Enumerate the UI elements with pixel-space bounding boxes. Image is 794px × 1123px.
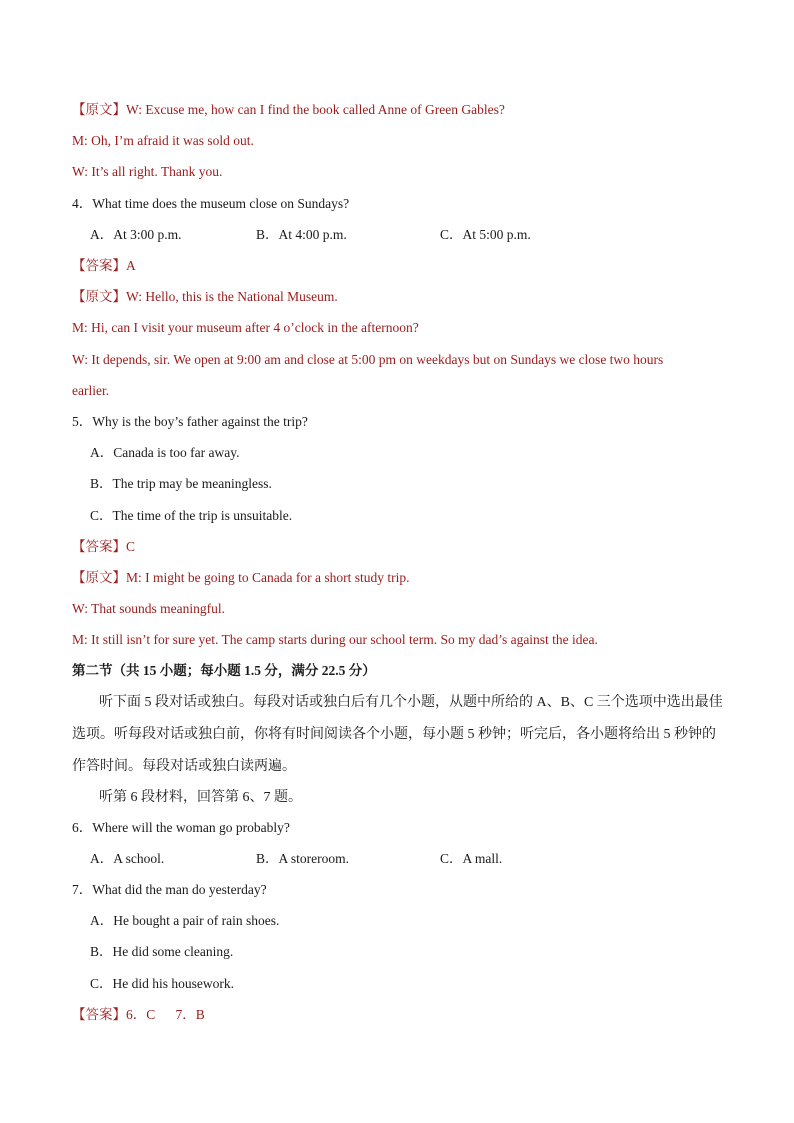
q5-answer-line (72, 538, 135, 556)
q4-transcript-line-3-cont: earlier. (72, 383, 110, 398)
q4-transcript-text-1: W: Hello, this is the National Museum. (126, 289, 338, 304)
material-6-instruction: 听第 6 段材料，回答第 6、7 题。 (99, 790, 302, 805)
yuanwen-tag: 【原文】 (72, 102, 126, 117)
q6-option-b: B．A storeroom. (256, 851, 349, 866)
yuanwen-tag: 【原文】 (72, 570, 126, 585)
section2-instructions-1: 听下面 5 段对话或独白。每段对话或独白后有几个小题，从题中所给的 A、B、C 三个选项中选出最佳 (99, 695, 723, 710)
section2-instructions-2: 选项。听每段对话或独白前，你将有时间阅读各个小题，每小题 5 秒钟；听完后，各小题将给出 5 秒钟的 (72, 727, 716, 742)
answers-6-7-line (72, 1006, 205, 1024)
q3-transcript-text-1: W: Excuse me, how can I find the book called Anne of Green Gables? (126, 102, 505, 117)
q4-transcript-line-2: M: Hi, can I visit your museum after 4 o’clock in the afternoon? (72, 320, 419, 335)
q4-question: 4．What time does the museum close on Sundays? (72, 196, 350, 211)
answers-6-7: 6．C 7．B (126, 1007, 205, 1022)
q5-option-c: C．The time of the trip is unsuitable. (90, 508, 293, 523)
q3-transcript-line-2: M: Oh, I’m afraid it was sold out. (72, 133, 254, 148)
q5-question: 5．Why is the boy’s father against the trip? (72, 414, 308, 429)
q7-option-b: B．He did some cleaning. (90, 944, 234, 959)
section2-heading: 第二节（共 15 小题；每小题 1.5 分，满分 22.5 分） (72, 663, 376, 678)
q4-option-a: A．At 3:00 p.m. (90, 227, 182, 242)
q7-question: 7．What did the man do yesterday? (72, 882, 267, 897)
q4-transcript-line-3: W: It depends, sir. We open at 9:00 am and close at 5:00 pm on weekdays but on Sundays we close two hours (72, 352, 664, 367)
q5-transcript-text-1: M: I might be going to Canada for a short study trip. (126, 570, 410, 585)
q6-option-c: C．A mall. (440, 851, 503, 866)
q4-transcript-line-1 (72, 288, 338, 306)
q3-transcript-line-1 (72, 101, 505, 119)
q6-option-a: A．A school. (90, 851, 165, 866)
yuanwen-tag: 【原文】 (72, 289, 126, 304)
daan-tag: 【答案】 (72, 258, 126, 273)
q5-answer: C (126, 539, 136, 554)
daan-tag: 【答案】 (72, 1007, 126, 1022)
section2-instructions-3: 作答时间。每段对话或独白读两遍。 (72, 759, 296, 774)
q3-transcript-line-3: W: It’s all right. Thank you. (72, 164, 223, 179)
q7-option-c: C．He did his housework. (90, 976, 234, 991)
q5-option-b: B．The trip may be meaningless. (90, 476, 272, 491)
q4-option-b: B．At 4:00 p.m. (256, 227, 347, 242)
q4-answer-line (72, 257, 136, 275)
q4-option-c: C．At 5:00 p.m. (440, 227, 531, 242)
q5-transcript-line-3: M: It still isn’t for sure yet. The camp starts during our school term. So my dad’s against the idea. (72, 632, 598, 647)
q5-option-a: A．Canada is too far away. (90, 445, 240, 460)
q6-question: 6．Where will the woman go probably? (72, 820, 290, 835)
q7-option-a: A．He bought a pair of rain shoes. (90, 913, 280, 928)
q4-answer: A (126, 258, 136, 273)
daan-tag: 【答案】 (72, 539, 126, 554)
q5-transcript-line-2: W: That sounds meaningful. (72, 601, 225, 616)
q5-transcript-line-1 (72, 569, 409, 587)
